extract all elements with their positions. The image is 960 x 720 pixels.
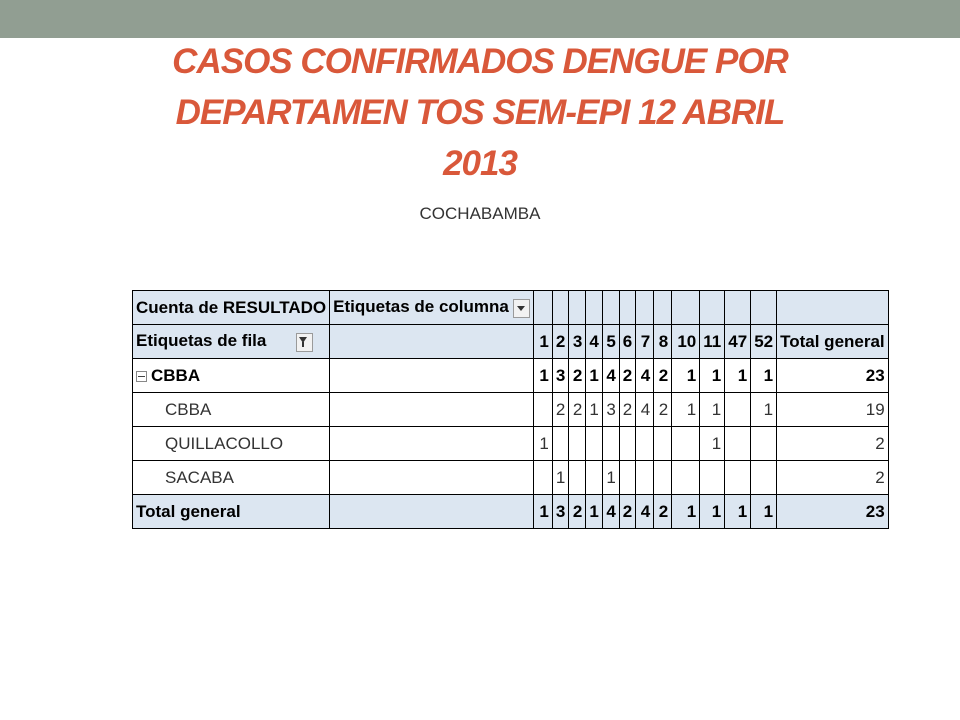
cell-value xyxy=(602,427,619,461)
cell-value: 1 xyxy=(602,461,619,495)
cell-value: 3 xyxy=(552,495,568,529)
cell-value: 1 xyxy=(725,359,751,393)
cell-value: 1 xyxy=(700,427,725,461)
grand-total-row xyxy=(133,495,889,529)
row-labels-text: Etiquetas de fila xyxy=(136,331,267,351)
cell-value xyxy=(725,427,751,461)
row-labels-header[interactable] xyxy=(133,325,330,359)
cell-value: 1 xyxy=(533,427,552,461)
cell-value xyxy=(586,461,602,495)
slide-title xyxy=(60,36,900,189)
cell-value: 1 xyxy=(700,495,725,529)
cell-value xyxy=(636,427,654,461)
cell-value: 1 xyxy=(552,461,568,495)
cell-value: 1 xyxy=(700,359,725,393)
total-header: Total general xyxy=(777,325,889,359)
cell-value xyxy=(654,427,672,461)
cell-value: 2 xyxy=(654,359,672,393)
cell-value xyxy=(636,461,654,495)
cell-value xyxy=(533,393,552,427)
cell-value: 3 xyxy=(552,359,568,393)
filter-icon[interactable] xyxy=(296,333,313,352)
column-header: 6 xyxy=(619,325,635,359)
cell-value: 4 xyxy=(602,359,619,393)
cell-value: 1 xyxy=(700,393,725,427)
cell-value: 1 xyxy=(672,495,700,529)
row-label: SACABA xyxy=(133,461,330,495)
cell-value: 1 xyxy=(751,393,777,427)
cell-value: 1 xyxy=(586,359,602,393)
cell-value: 2 xyxy=(654,393,672,427)
cell-value: 2 xyxy=(654,495,672,529)
column-header: 2 xyxy=(552,325,568,359)
cell-value xyxy=(552,427,568,461)
cell-value: 1 xyxy=(586,393,602,427)
cell-value xyxy=(619,461,635,495)
cell-value xyxy=(725,461,751,495)
corner-label: Cuenta de RESULTADO xyxy=(133,291,330,325)
column-header: 52 xyxy=(751,325,777,359)
top-banner xyxy=(0,0,960,38)
table-row xyxy=(133,427,889,461)
column-header: 3 xyxy=(569,325,586,359)
column-header: 10 xyxy=(672,325,700,359)
table-row xyxy=(133,461,889,495)
cell-value: 4 xyxy=(636,359,654,393)
column-header: 4 xyxy=(586,325,602,359)
cell-value xyxy=(654,461,672,495)
cell-value xyxy=(586,427,602,461)
cell-value: 1 xyxy=(725,495,751,529)
cell-value: 2 xyxy=(619,393,635,427)
table-row xyxy=(133,359,889,393)
cell-value: 2 xyxy=(569,495,586,529)
row-label-text: CBBA xyxy=(151,365,201,385)
column-header: 1 xyxy=(533,325,552,359)
column-header: 5 xyxy=(602,325,619,359)
cell-value: 2 xyxy=(619,495,635,529)
cell-value: 2 xyxy=(552,393,568,427)
subtitle: COCHABAMBA xyxy=(419,204,541,223)
column-header: 8 xyxy=(654,325,672,359)
column-header: 11 xyxy=(700,325,725,359)
row-label xyxy=(133,359,330,393)
cell-value xyxy=(619,427,635,461)
cell-value xyxy=(672,427,700,461)
cell-value xyxy=(700,461,725,495)
column-header: 47 xyxy=(725,325,751,359)
row-total: 2 xyxy=(777,427,889,461)
row-label: CBBA xyxy=(133,393,330,427)
table-row xyxy=(133,393,889,427)
cell-value: 1 xyxy=(672,359,700,393)
dropdown-arrow-icon[interactable] xyxy=(513,299,530,318)
title-line-2: DEPARTAMEN TOS SEM-EPI 12 ABRIL xyxy=(175,93,785,132)
cell-value xyxy=(751,461,777,495)
column-labels-header[interactable] xyxy=(330,291,534,325)
cell-value: 2 xyxy=(569,393,586,427)
row-label: QUILLACOLLO xyxy=(133,427,330,461)
cell-value: 1 xyxy=(533,495,552,529)
cell-value: 4 xyxy=(636,393,654,427)
cell-value: 1 xyxy=(751,359,777,393)
pivot-header-row-2 xyxy=(133,325,889,359)
grand-total-label: Total general xyxy=(133,495,330,529)
grand-total-value: 23 xyxy=(777,495,889,529)
pivot-table xyxy=(132,290,889,529)
cell-value xyxy=(751,427,777,461)
cell-value: 1 xyxy=(586,495,602,529)
cell-value xyxy=(569,461,586,495)
cell-value: 1 xyxy=(533,359,552,393)
cell-value xyxy=(672,461,700,495)
title-line-3: 2013 xyxy=(443,144,517,183)
row-total: 23 xyxy=(777,359,889,393)
cell-value: 3 xyxy=(602,393,619,427)
cell-value xyxy=(569,427,586,461)
cell-value: 1 xyxy=(751,495,777,529)
row-total: 19 xyxy=(777,393,889,427)
cell-value xyxy=(725,393,751,427)
collapse-icon[interactable] xyxy=(136,371,147,382)
pivot-header-row-1 xyxy=(133,291,889,325)
cell-value: 2 xyxy=(569,359,586,393)
cell-value: 1 xyxy=(672,393,700,427)
cell-value: 2 xyxy=(619,359,635,393)
title-line-1: CASOS CONFIRMADOS DENGUE POR xyxy=(172,42,788,81)
cell-value: 4 xyxy=(636,495,654,529)
row-total: 2 xyxy=(777,461,889,495)
column-labels-text: Etiquetas de columna xyxy=(333,297,509,317)
cell-value xyxy=(533,461,552,495)
cell-value: 4 xyxy=(602,495,619,529)
column-header: 7 xyxy=(636,325,654,359)
